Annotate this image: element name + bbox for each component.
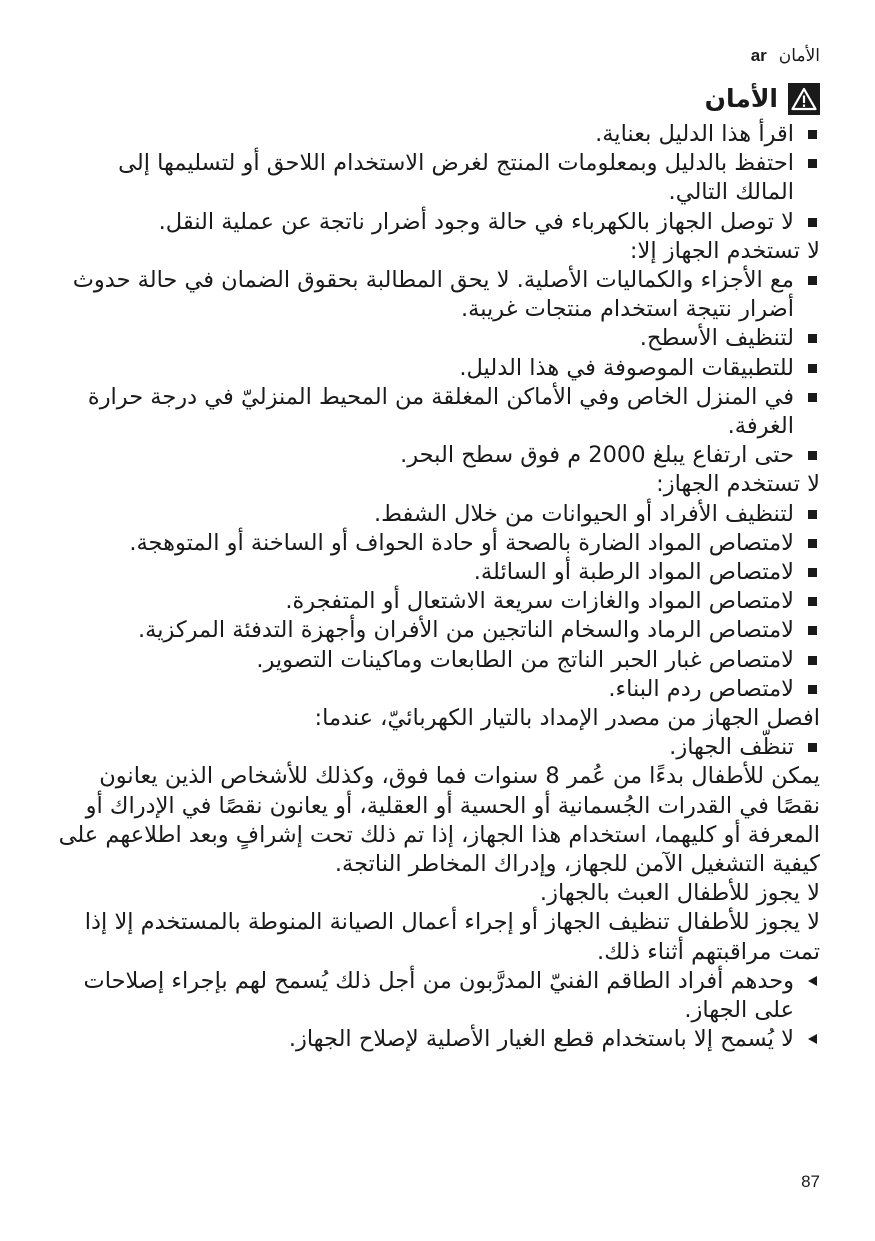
bullet-list-4	[58, 733, 820, 762]
list-item: حتى ارتفاع يبلغ 2000 م فوق سطح البحر.	[58, 441, 820, 470]
list-item: لامتصاص الرماد والسخام الناتجين من الأفران وأجهزة التدفئة المركزية.	[58, 616, 820, 645]
paragraph: لا يجوز للأطفال تنظيف الجهاز أو إجراء أعمال الصيانة المنوطة بالمستخدم إلا إذا تمت مراقبتهم أثناء ذلك.	[84, 909, 820, 965]
list-item: اقرأ هذا الدليل بعناية.	[58, 120, 820, 149]
section-heading	[58, 80, 820, 118]
list-item: احتفظ بالدليل وبمعلومات المنتج لغرض الاستخدام اللاحق أو لتسليمها إلى المالك التالي.	[58, 149, 820, 207]
language-code: ar	[750, 46, 767, 65]
list-item: وحدهم أفراد الطاقم الفنيّ المدرَّبون من أجل ذلك يُسمح لهم بإجراء إصلاحات على الجهاز.	[58, 967, 820, 1025]
bullet-list-2	[58, 266, 820, 470]
list-item: تنظّف الجهاز.	[58, 733, 820, 762]
list-item: لا يُسمح إلا باستخدام قطع الغيار الأصلية لإصلاح الجهاز.	[58, 1025, 820, 1054]
list-item: في المنزل الخاص وفي الأماكن المغلقة من المحيط المنزليّ في درجة حرارة الغرفة.	[58, 383, 820, 441]
arrow-list	[58, 967, 820, 1055]
document-body	[58, 80, 820, 1055]
list-item: لامتصاص غبار الحبر الناتج من الطابعات وماكينات التصوير.	[58, 646, 820, 675]
paragraph: لا يجوز للأطفال العبث بالجهاز.	[539, 880, 820, 907]
paragraph: لا تستخدم الجهاز إلا:	[629, 237, 820, 264]
list-item: للتطبيقات الموصوفة في هذا الدليل.	[58, 354, 820, 383]
list-item: لامتصاص ردم البناء.	[58, 675, 820, 704]
list-item: لتنظيف الأسطح.	[58, 324, 820, 353]
list-item: لتنظيف الأفراد أو الحيوانات من خلال الشفط.	[58, 500, 820, 529]
paragraph: لا تستخدم الجهاز:	[656, 471, 820, 498]
bullet-list-3	[58, 500, 820, 704]
section-title: الأمان	[704, 84, 778, 114]
paragraph: يمكن للأطفال بدءًا من عُمر 8 سنوات فما فوق، وكذلك للأشخاص الذين يعانون نقصًا في القدرات الجُسمانية أو الحسية أو العقلية، أو يعانون نقصًا في الإدراك أو المعرفة أو كليهما، استخدام هذا الجهاز، إذا تم ذلك تحت إشرافٍ وبعد اطلاعهم على كيفية التشغيل الآمن للجهاز، وإدراك المخاطر الناتجة.	[58, 763, 820, 878]
list-item: لامتصاص المواد الرطبة أو السائلة.	[58, 558, 820, 587]
list-item: لا توصل الجهاز بالكهرباء في حالة وجود أضرار ناتجة عن عملية النقل.	[58, 208, 820, 237]
paragraph: افصل الجهاز من مصدر الإمداد بالتيار الكهربائيّ، عندما:	[314, 705, 820, 732]
list-item: لامتصاص المواد والغازات سريعة الاشتعال أو المتفجرة.	[58, 587, 820, 616]
warning-triangle-icon	[788, 83, 820, 115]
page-number: 87	[801, 1172, 820, 1191]
bullet-list-1	[58, 120, 820, 237]
list-item: مع الأجزاء والكماليات الأصلية. لا يحق المطالبة بحقوق الضمان في حالة حدوث أضرار نتيجة استخدام منتجات غريبة.	[58, 266, 820, 324]
page-header	[751, 46, 820, 66]
list-item: لامتصاص المواد الضارة بالصحة أو حادة الحواف أو الساخنة أو المتوهجة.	[58, 529, 820, 558]
header-title: الأمان	[778, 46, 820, 66]
